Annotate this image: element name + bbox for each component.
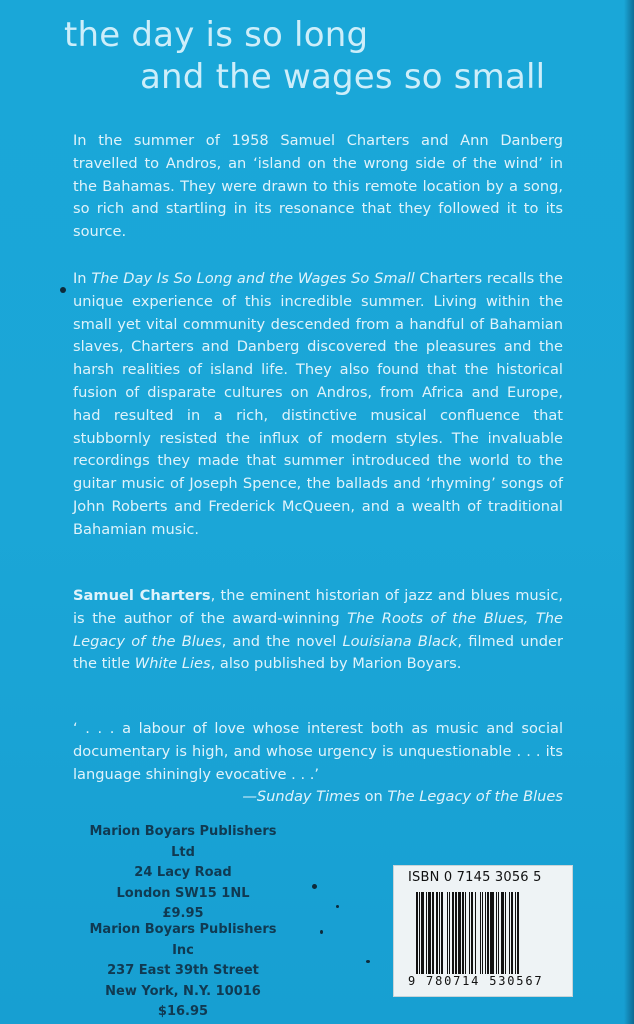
publisher-uk-address [78,822,288,925]
publisher-uk-name: Marion Boyars Publishers Ltd [89,824,277,860]
book-title [64,14,584,98]
bio-text-1: , the eminent historian of jazz and blues music, is the author of the award-winning [73,587,564,627]
cover-speck [60,287,66,293]
bio-book-1: The Roots of the Blues, The Legacy of the Blues [73,609,563,650]
publisher-us-address [78,920,288,1023]
publisher-uk-street: 24 Lacy Road [134,865,232,880]
author-name: Samuel Charters [73,587,211,604]
review-source-book: The Legacy of the Blues [387,788,563,806]
review-attribution [73,786,563,809]
synopsis-lead: In [73,270,92,287]
synopsis-book-title: The Day Is So Long and the Wages So Small [91,270,415,287]
isbn-barcode-label [394,866,572,996]
review-source: —Sunday Times [242,788,360,806]
publisher-us-city: New York, N.Y. 10016 [105,983,261,999]
cover-speck [336,905,339,908]
barcode-digits: 9 780714 530567 [408,974,544,988]
title-line-1: the day is so long [64,15,369,55]
barcode-gap [519,892,520,974]
cover-edge-shadow [624,0,634,1024]
bio-book-3: White Lies [134,655,211,673]
review-quote [73,718,563,809]
bio-text-2: , and the novel [221,632,343,650]
synopsis-paragraph-1: In the summer of 1958 Samuel Charters and Ann Danberg travelled to Andros, an ‘island on the wrong side of the wind’ in the Bahamas. They were drawn to this remote location by a song, so rich and startling in its resonance that they followed it to its source. [73,132,563,241]
publisher-us-street: 237 East 39th Street [107,963,259,978]
publisher-uk-price: £9.95 [162,906,204,921]
barcode-graphic [416,892,560,974]
title-line-2: and the wages so small [140,57,546,97]
author-bio [73,585,563,676]
isbn-number: ISBN 0 7145 3056 5 [408,870,542,885]
review-source-mid: on [359,788,388,806]
bio-book-2: Louisiana Black [342,632,458,650]
review-text: ‘ . . . a labour of love whose interest both as music and social documentary is high, and whose urgency is unquestionable . . . its language shiningly evocative . . .’ [73,720,563,783]
synopsis-body: Charters recalls the unique experience of this incredible summer. Living within the small yet vital community descended from a handful of Bahamian slaves, Charters and Danberg discovered the pleasures and the harsh realities of island life. They also found that the historical fusion of disparate cultures on Andros, from Africa and Europe, had resulted in a rich, distinctive musical confluence that stubbornly resisted the influx of modern styles. The invaluable recordings they made that summer introduced the world to the guitar music of Joseph Spence, the ballads and ‘rhyming’ songs of John Roberts and Frederick McQueen, and a wealth of traditional Bahamian music. [73,270,563,538]
publisher-uk-city: London SW15 1NL [116,885,250,901]
publisher-us-price: $16.95 [157,1004,209,1019]
cover-speck [366,960,370,963]
cover-speck [312,884,317,889]
publisher-us-name: Marion Boyars Publishers Inc [89,922,277,958]
synopsis-paragraph-2 [73,268,563,542]
bio-text-3: , filmed under the title [73,632,564,673]
bio-text-4: , also published by Marion Boyars. [210,655,462,673]
cover-speck [320,930,323,934]
